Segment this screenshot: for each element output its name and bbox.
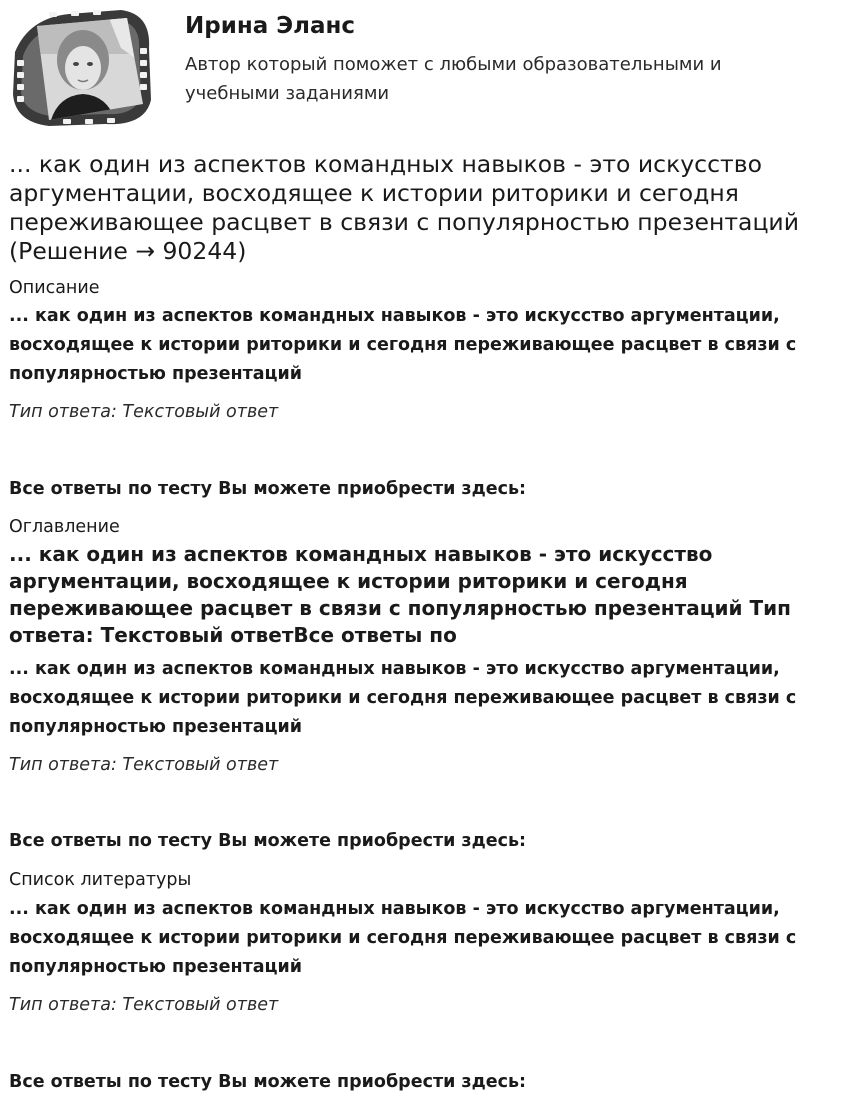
literature-answer-type: Тип ответа: Текстовый ответ	[9, 995, 279, 1015]
description-answer-type: Тип ответа: Текстовый ответ	[9, 402, 279, 422]
author-description: Автор который поможет с любыми образовательными и учебными заданиями	[185, 54, 722, 104]
toc-heading: ... как один из аспектов командных навыков - это искусство аргументации, восходящее к истории риторики и сегодня переживающее расцвет в связи с популярностью презентаций Тип ответа: Текстовый ответВсе ответы по	[9, 542, 791, 647]
toc-buy-link[interactable]: Все ответы по тесту Вы можете приобрести здесь:	[9, 831, 527, 851]
author-card	[9, 0, 839, 140]
description-question: ... как один из аспектов командных навыков - это искусство аргументации, восходящее к истории риторики и сегодня переживающее расцвет в связи с популярностью презентаций	[9, 306, 797, 384]
author-avatar[interactable]	[9, 8, 155, 128]
toc-question: ... как один из аспектов командных навыков - это искусство аргументации, восходящее к истории риторики и сегодня переживающее расцвет в связи с популярностью презентаций	[9, 659, 797, 737]
author-name[interactable]: Ирина Эланс	[185, 13, 356, 39]
page-title: ... как один из аспектов командных навыков - это искусство аргументации, восходящее к истории риторики и сегодня переживающее расцвет в связи с популярностью презентаций (Решение → 90244)	[9, 150, 799, 265]
literature-buy-link[interactable]: Все ответы по тесту Вы можете приобрести здесь:	[9, 1072, 527, 1092]
description-buy-link[interactable]: Все ответы по тесту Вы можете приобрести здесь:	[9, 479, 527, 499]
page-content	[9, 0, 839, 1092]
literature-label: Список литературы	[9, 870, 192, 890]
toc-label: Оглавление	[9, 517, 120, 537]
toc-answer-type: Тип ответа: Текстовый ответ	[9, 755, 279, 775]
literature-question: ... как один из аспектов командных навыков - это искусство аргументации, восходящее к истории риторики и сегодня переживающее расцвет в связи с популярностью презентаций	[9, 899, 797, 977]
description-label: Описание	[9, 278, 100, 298]
